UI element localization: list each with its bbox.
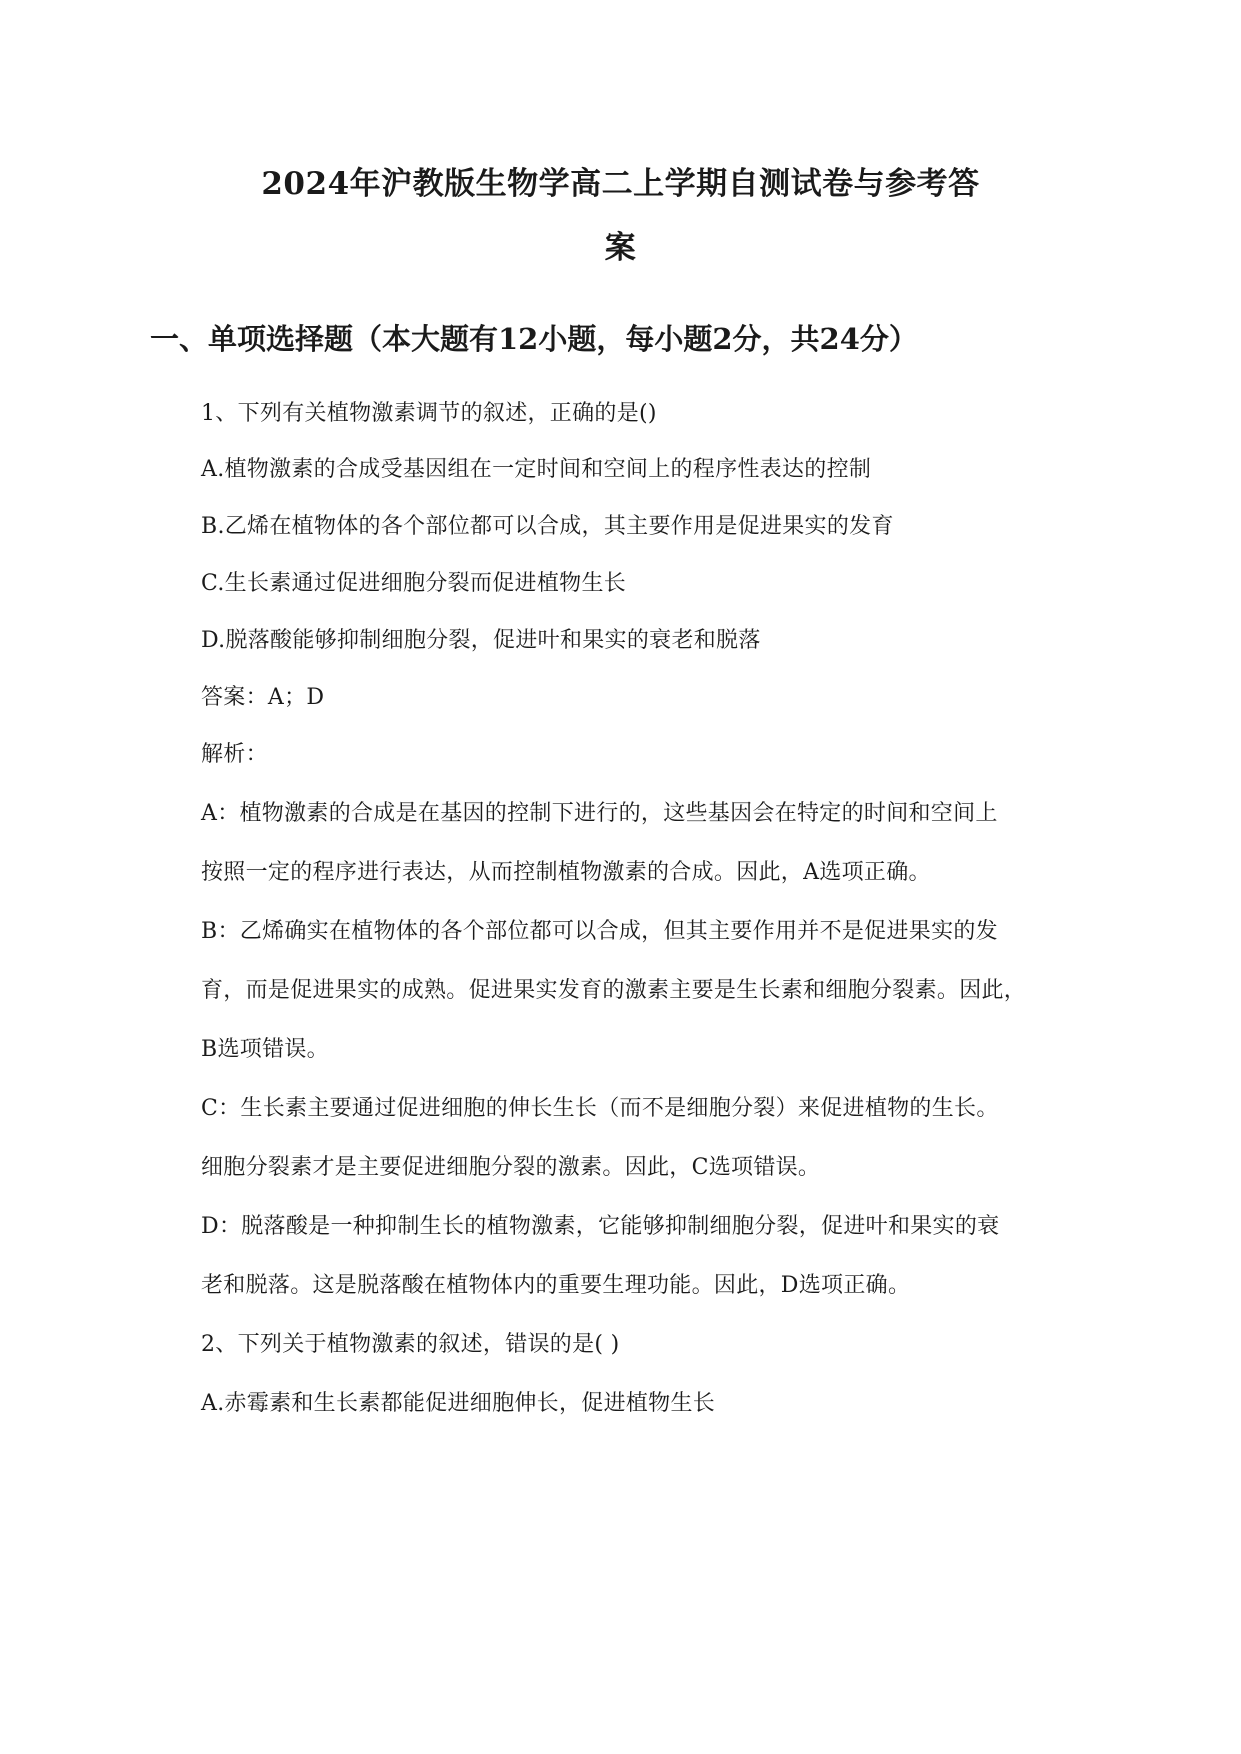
question-1-option-c: C.生长素通过促进细胞分裂而促进植物生长 bbox=[201, 571, 627, 596]
analysis-line: B选项错误。 bbox=[201, 1037, 329, 1062]
analysis-line: 按照一定的程序进行表达，从而控制植物激素的合成。因此，A选项正确。 bbox=[201, 860, 931, 885]
question-1-stem: 1、下列有关植物激素调节的叙述，正确的是() bbox=[201, 401, 657, 426]
question-1-option-a: A.植物激素的合成受基因组在一定时间和空间上的程序性表达的控制 bbox=[201, 457, 872, 482]
section-heading: 一、单项选择题（本大题有12小题，每小题2分，共24分） bbox=[150, 322, 918, 356]
analysis-line: 老和脱落。这是脱落酸在植物体内的重要生理功能。因此，D选项正确。 bbox=[201, 1273, 911, 1298]
question-1-answer: 答案：A；D bbox=[201, 685, 325, 710]
question-1-analysis-label: 解析： bbox=[201, 742, 268, 767]
document-title-line-2: 案 bbox=[604, 230, 637, 266]
question-1-option-d: D.脱落酸能够抑制细胞分裂，促进叶和果实的衰老和脱落 bbox=[201, 628, 761, 653]
analysis-line: 细胞分裂素才是主要促进细胞分裂的激素。因此，C选项错误。 bbox=[201, 1155, 821, 1180]
analysis-line: A：植物激素的合成是在基因的控制下进行的，这些基因会在特定的时间和空间上 bbox=[201, 801, 998, 826]
analysis-line: D：脱落酸是一种抑制生长的植物激素，它能够抑制细胞分裂，促进叶和果实的衰 bbox=[201, 1214, 1000, 1239]
question-1-option-b: B.乙烯在植物体的各个部位都可以合成，其主要作用是促进果实的发育 bbox=[201, 514, 894, 539]
question-2-option-a: A.赤霉素和生长素都能促进细胞伸长，促进植物生长 bbox=[201, 1391, 716, 1416]
document-title-line-1: 2024年沪教版生物学高二上学期自测试卷与参考答 bbox=[261, 166, 980, 202]
analysis-line: B：乙烯确实在植物体的各个部位都可以合成，但其主要作用并不是促进果实的发 bbox=[201, 919, 998, 944]
analysis-line: 育，而是促进果实的成熟。促进果实发育的激素主要是生长素和细胞分裂素。因此， bbox=[201, 978, 1027, 1003]
analysis-line: C：生长素主要通过促进细胞的伸长生长（而不是细胞分裂）来促进植物的生长。 bbox=[201, 1096, 999, 1121]
question-2-stem: 2、下列关于植物激素的叙述，错误的是( ) bbox=[201, 1332, 620, 1357]
